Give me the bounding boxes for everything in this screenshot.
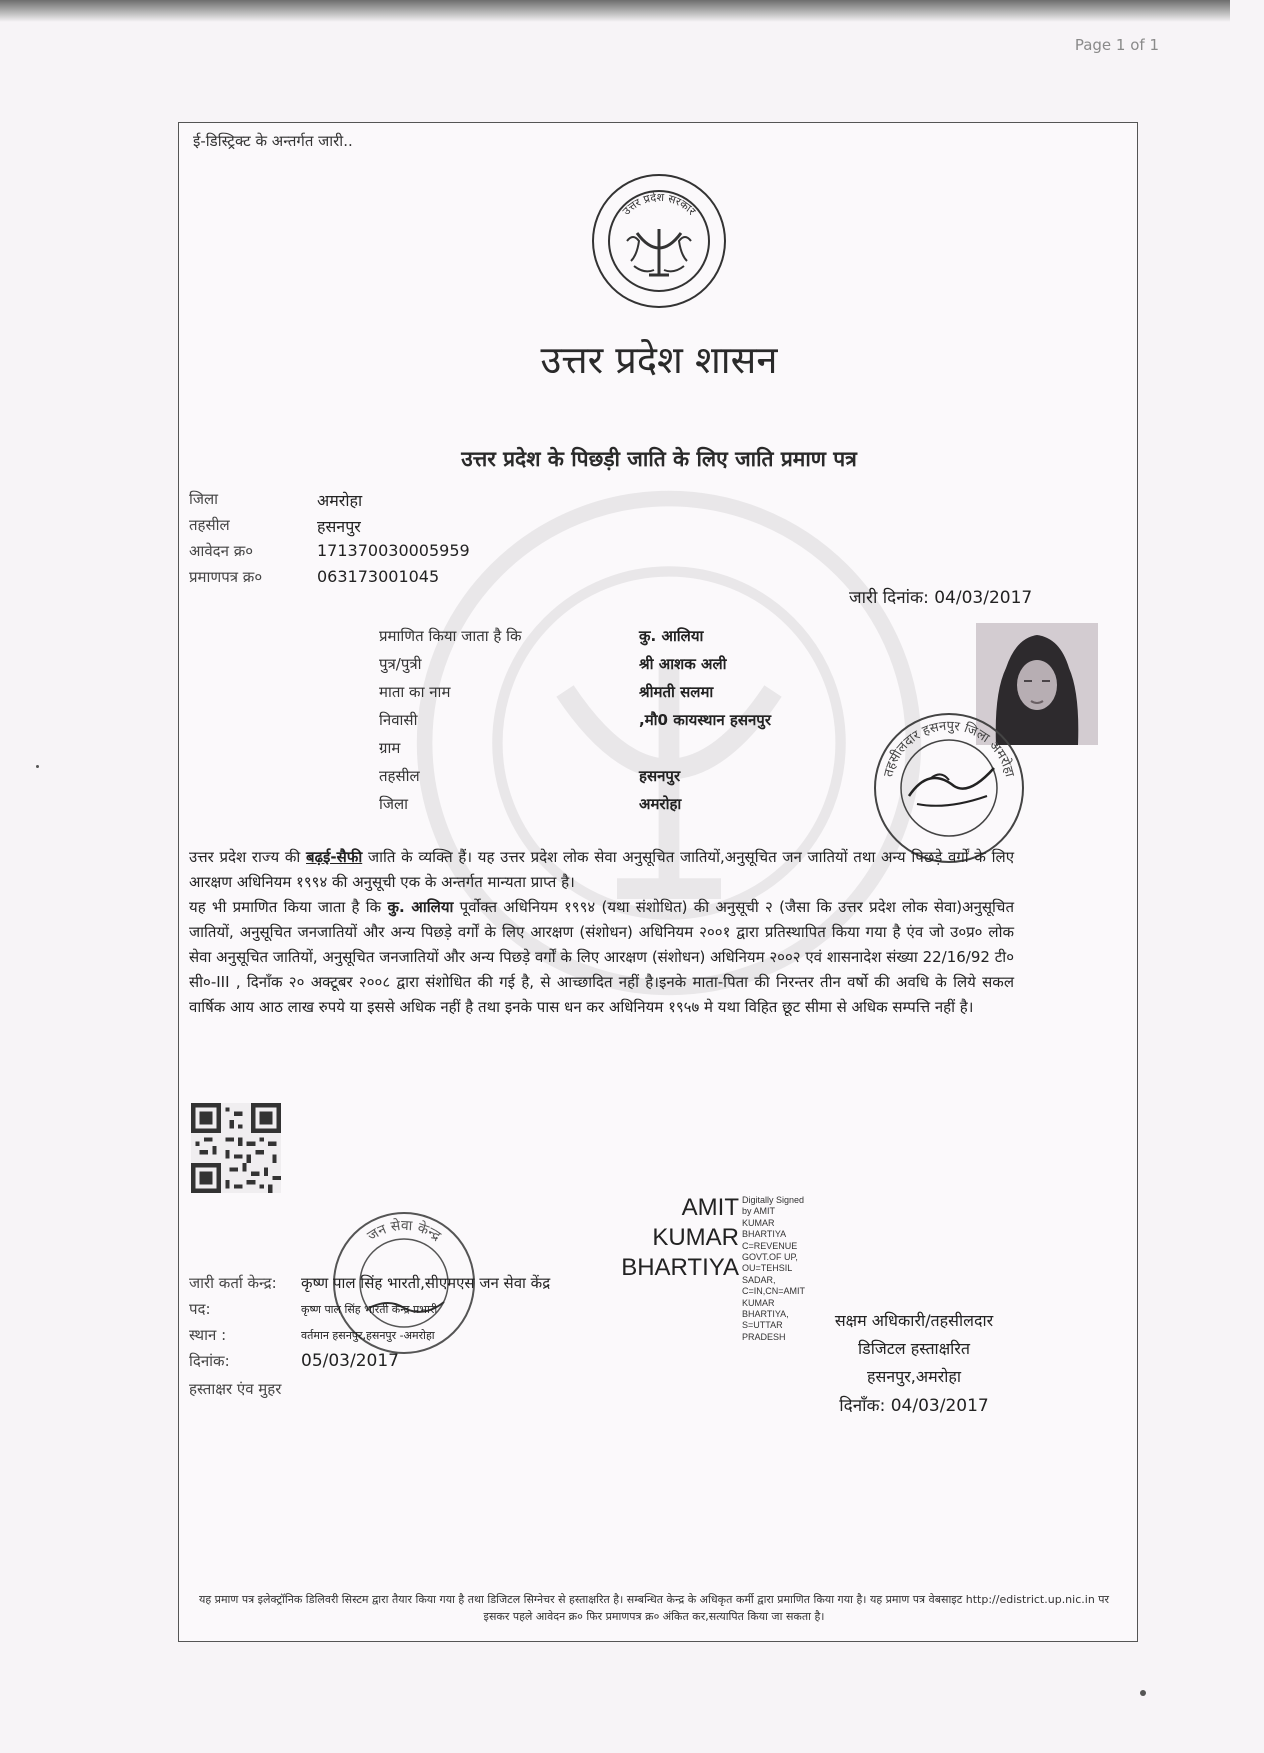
svg-text:जन सेवा केन्द्र: जन सेवा केन्द्र (364, 1217, 444, 1245)
signature-detail-line: BHARTIYA (742, 1229, 787, 1240)
signature-detail-line: GOVT.OF UP, (742, 1252, 798, 1263)
page-number: Page 1 of 1 (1074, 36, 1159, 54)
signer-name-line: AMIT (681, 1194, 739, 1221)
signature-detail-line: KUMAR (742, 1217, 775, 1228)
cert-row-mother (379, 682, 859, 708)
body-paragraph-2 (189, 895, 1014, 1020)
info-application-no (189, 541, 689, 565)
cert-value: कु. आलिया (639, 627, 704, 645)
sign-seal-label (189, 1379, 689, 1403)
signature-detail-line: by AMIT (742, 1206, 776, 1217)
cert-label: तहसील (379, 767, 420, 785)
body-text: पूर्वोक्त अधिनियम १९९४ (यथा संशोधित) की अनुसूची २ (जैसा कि उत्तर प्रदेश लोक सेवा)अनुसूचित जातियों, अनुसूचित जनजातियों और अन्य पिछड़े वर्गों के लिए आरक्षण (संशोधन) अधिनियम २००१ द्वारा प्रतिस्थापित किया गया है एंव जो उ०प्र० लोक सेवा अनुसूचित जातियों, अनुसूचित जनजातियों और अन्य पिछड़े वर्गों के लिए आरक्षण (संशोधन) अधिनियम २००२ एवं शासनादेश संख्या 22/16/92 टी० सी०-III , दिनाँक २० अक्टूबर २००८ द्वारा संशोधित की गई है, से आच्छादित नहीं है।इनके माता-पिता की निरन्तर तीन वर्षो की अवधि के लिये सकल वार्षिक आय आठ लाख रुपये या इससे अधिक नहीं है तथा इनके पास धन कर अधिनियम १९५७ मे यथा विहित छूट सीमा से अधिक सम्पत्ति नहीं है। (189, 898, 1014, 1016)
centre-value: 05/03/2017 (301, 1351, 399, 1371)
info-label: तहसील (189, 516, 230, 534)
signer-name-line: KUMAR (652, 1224, 739, 1251)
signature-detail-line: SADAR, (742, 1274, 776, 1285)
cert-value: श्री आशक अली (639, 655, 727, 673)
signature-detail-line: OU=TEHSIL (742, 1263, 793, 1274)
cert-value: ,मौ0 कायस्थान हसनपुर (639, 711, 771, 729)
centre-place (189, 1325, 689, 1349)
info-label: प्रमाणपत्र क्र० (189, 568, 263, 586)
centre-label: स्थान : (189, 1326, 227, 1344)
scan-speck (36, 765, 39, 768)
authority-place: हसनपुर,अमरोहा (866, 1367, 962, 1386)
signer-name (589, 1193, 739, 1283)
svg-text:तहसीलदार हसनपुर जिला अमरोहा: तहसीलदार हसनपुर जिला अमरोहा (881, 718, 1017, 779)
info-value: 063173001045 (317, 567, 440, 586)
cert-value: हसनपुर (639, 767, 681, 785)
scan-speck (1140, 1690, 1146, 1696)
certificate-body (189, 845, 1014, 1020)
centre-date (189, 1351, 689, 1375)
issue-date: जारी दिनांक: 04/03/2017 (849, 588, 1033, 608)
footer-note: यह प्रमाण पत्र इलेक्ट्रॉनिक डिलिवरी सिस्टम द्वारा तैयार किया गया है तथा डिजिटल सिग्नेचर से हस्ताक्षरित है। सम्बन्धित केन्द्र के अधिकृत कर्मी द्वारा प्रमाणित किया गया है। यह प्रमाण पत्र वेबसाइट http://edistrict.up.nic.in पर इसकर पहले आवेदन क्र० फिर प्रमाणपत्र क्र० अंकित कर,सत्यापित किया जा सकता है। (198, 1593, 1110, 1623)
cert-label: माता का नाम (379, 683, 451, 701)
body-paragraph-1 (189, 845, 1014, 895)
applicant-name: कु. आलिया (387, 898, 454, 916)
signature-detail-line: Digitally Signed (742, 1195, 805, 1205)
cert-label: प्रमाणित किया जाता है कि (379, 627, 522, 645)
info-label: आवेदन क्र० (189, 542, 254, 560)
cert-row-village (379, 738, 859, 764)
centre-label: पद: (189, 1300, 211, 1318)
issuing-centre (189, 1273, 689, 1297)
scan-edge (0, 0, 1230, 22)
signer-name-line: BHARTIYA (621, 1254, 739, 1281)
cert-row-tehsil (379, 766, 859, 792)
body-text: यह भी प्रमाणित किया जाता है कि (189, 898, 388, 916)
centre-label: हस्ताक्षर एंव मुहर (189, 1380, 282, 1398)
authority-date: दिनाँक: 04/03/2017 (839, 1396, 989, 1416)
issued-under-text: ई-डिस्ट्रिक्ट के अन्तर्गत जारी.. (193, 132, 353, 150)
cert-row-district (379, 794, 859, 820)
tehsil-seal-icon (869, 708, 1029, 868)
signature-detail-line: KUMAR (742, 1297, 775, 1308)
cert-value: अमरोहा (639, 795, 682, 813)
caste-name: बढ़ई-सैफी (306, 848, 363, 866)
svg-text:उत्तर प्रदेश सरकार: उत्तर प्रदेश सरकार (619, 190, 699, 218)
cert-value: श्रीमती सलमा (639, 683, 714, 701)
centre-label: दिनांक: (189, 1352, 230, 1370)
signature-detail-line: S=UTTAR (742, 1320, 783, 1331)
info-value: हसनपुर (317, 517, 361, 536)
up-government-emblem-icon (589, 171, 729, 311)
centre-label: जारी कर्ता केन्द्र: (189, 1274, 277, 1292)
certificate-title: उत्तर प्रदेश के पिछड़ी जाति के लिए जाति प्रमाण पत्र (461, 447, 857, 471)
info-district (189, 489, 689, 513)
signature-detail-line: PRADESH (742, 1331, 786, 1342)
signature-detail-line: C=IN,CN=AMIT (742, 1286, 806, 1297)
centre-value: कृष्ण पाल सिंह भारती,सीएमएस जन सेवा केंद्र (301, 1274, 551, 1292)
certificate (178, 122, 1138, 1642)
government-title: उत्तर प्रदेश शासन (540, 338, 778, 382)
cert-row-resident (379, 710, 859, 736)
centre-designation (189, 1299, 689, 1323)
info-label: जिला (189, 490, 219, 508)
centre-value: वर्तमान हसनपुर,हसनपुर -अमरोहा (301, 1329, 435, 1342)
cert-label: निवासी (379, 711, 418, 729)
info-certificate-no (189, 567, 689, 591)
cert-label: पुत्र/पुत्री (379, 655, 422, 673)
body-text: जाति के व्यक्ति हैं। यह उत्तर प्रदेश लोक सेवा अनुसूचित जातियों,अनुसूचित जन जातियों तथा अन्य पिछड़े वर्गों के लिए आरक्षण अधिनियम १९९४ की अनुसूची एक के अन्तर्गत मान्यता प्राप्त है। (189, 848, 1015, 891)
cert-label: जिला (379, 795, 409, 813)
body-text: उत्तर प्रदेश राज्य की (189, 848, 307, 866)
authority-title: सक्षम अधिकारी/तहसीलदार (834, 1311, 994, 1330)
info-value: अमरोहा (317, 491, 363, 510)
signature-detail-line: BHARTIYA, (742, 1309, 789, 1320)
cert-label: ग्राम (379, 739, 401, 757)
signature-detail-line: C=REVENUE (742, 1240, 798, 1251)
cert-row-name (379, 626, 859, 652)
cert-row-father (379, 654, 859, 680)
info-value: 171370030005959 (317, 541, 470, 560)
authority-digital: डिजिटल हस्ताक्षरित (858, 1339, 970, 1358)
centre-value: कृष्ण पाल सिंह भारती केन्द्र प्रभारी (301, 1303, 438, 1316)
qr-code-icon[interactable] (191, 1103, 281, 1193)
info-tehsil (189, 515, 689, 539)
